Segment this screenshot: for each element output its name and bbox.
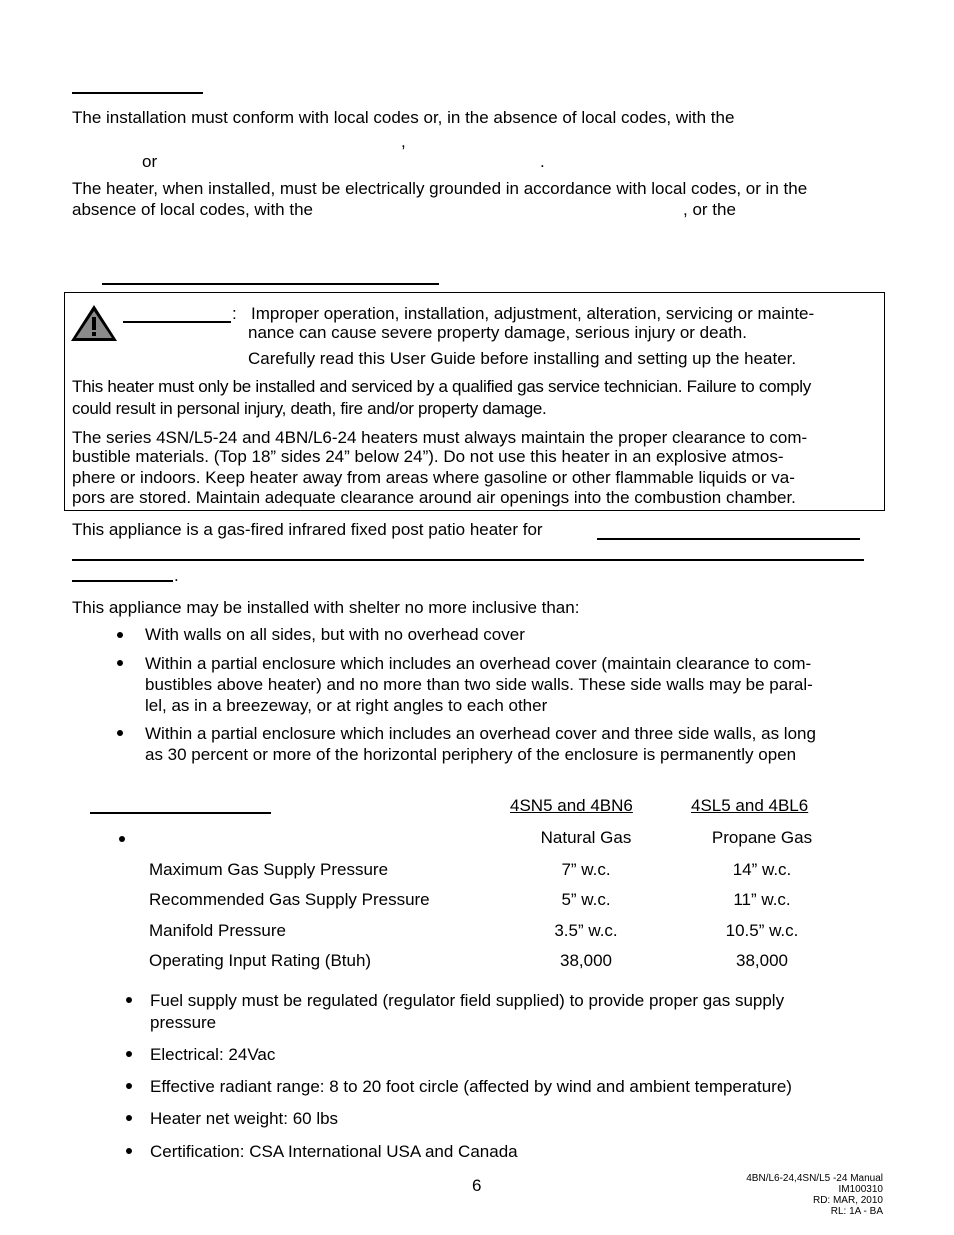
bullet-dot [126, 1051, 132, 1057]
warning-label-underline [123, 321, 231, 323]
specs-col2-gas: Propane Gas [711, 828, 813, 847]
appliance-blank-1 [597, 538, 860, 540]
bullet-dot [126, 1115, 132, 1121]
shelter-bullet-1: With walls on all sides, but with no overhead cover [145, 625, 525, 644]
warning-para-2c: phere or indoors. Keep heater away from areas where gasoline or other flammable liquids or va- [72, 468, 795, 487]
warning-line-3: Carefully read this User Guide before installing and setting up the heater. [248, 349, 797, 368]
specs-col1-head: 4SN5 and 4BN6 [510, 796, 633, 815]
spec-row-label: Maximum Gas Supply Pressure [149, 860, 389, 879]
page-number: 6 [472, 1176, 482, 1195]
spec-row-label: Recommended Gas Supply Pressure [149, 890, 430, 909]
spec-row-value: 38,000 [736, 951, 788, 970]
spec-bullet-5: Certification: CSA International USA and Canada [150, 1142, 518, 1161]
bullet-dot [126, 1083, 132, 1089]
ground-line-2b: , or the [683, 200, 736, 219]
codes-period: . [540, 152, 545, 171]
spec-bullet-1a: Fuel supply must be regulated (regulator field supplied) to provide proper gas supply [150, 991, 785, 1010]
warning-para-2d: pors are stored. Maintain adequate clearance around air openings into the combustion chamber. [72, 488, 796, 507]
shelter-bullet-2b: bustibles above heater) and no more than two side walls. These side walls may be paral- [145, 675, 813, 694]
spec-bullet-1b: pressure [150, 1013, 217, 1032]
warning-para-1a: This heater must only be installed and serviced by a qualified gas service technician. Failure to comply [72, 377, 811, 396]
ground-line-1: The heater, when installed, must be electrically grounded in accordance with local codes, or in the [72, 179, 808, 198]
doc-id-line-3: RD: MAR, 2010 [812, 1195, 883, 1206]
spec-bullet-3: Effective radiant range: 8 to 20 foot circle (affected by wind and ambient temperature) [150, 1077, 792, 1096]
shelter-bullet-3a: Within a partial enclosure which includes an overhead cover and three side walls, as long [145, 724, 816, 743]
specs-heading-underline [90, 812, 271, 814]
bullet-dot [126, 1148, 132, 1154]
appliance-blank-3 [72, 580, 173, 582]
spec-row-value: 5” w.c. [561, 890, 611, 909]
warning-para-1b: could result in personal injury, death, fire and/or property damage. [72, 399, 547, 418]
spec-bullet-2: Electrical: 24Vac [150, 1045, 276, 1064]
doc-id-line-2: IM100310 [838, 1184, 883, 1195]
spec-row-label: Operating Input Rating (Btuh) [149, 951, 372, 970]
codes-heading-underline [72, 92, 203, 94]
bullet-dot [117, 632, 123, 638]
spec-row-value: 10.5” w.c. [725, 921, 799, 940]
shelter-bullet-3b: as 30 percent or more of the horizontal periphery of the enclosure is permanently open [145, 745, 797, 764]
appliance-line-1: This appliance is a gas-fired infrared fixed post patio heater for [72, 520, 543, 539]
warning-line-2: nance can cause severe property damage, serious injury or death. [248, 323, 747, 342]
shelter-bullet-2c: lel, as in a breezeway, or at right angles to each other [145, 696, 548, 715]
codes-or: or [142, 152, 158, 171]
specs-col2-head: 4SL5 and 4BL6 [691, 796, 809, 815]
warning-line-1: Improper operation, installation, adjustment, alteration, servicing or mainte- [251, 304, 815, 323]
warning-triangle-icon [69, 303, 119, 343]
doc-id-line-1: 4BN/L6-24,4SN/L5 -24 Manual [746, 1173, 883, 1184]
warning-colon: : [232, 304, 237, 323]
ground-line-2a: absence of local codes, with the [72, 200, 313, 219]
bullet-dot [119, 836, 125, 842]
shelter-intro: This appliance may be installed with shelter no more inclusive than: [72, 598, 580, 617]
spec-row-value: 14” w.c. [732, 860, 792, 879]
spec-row-value: 3.5” w.c. [554, 921, 618, 940]
warning-para-2b: bustible materials. (Top 18” sides 24” below 24”). Do not use this heater in an explosive atmos- [72, 447, 784, 466]
spec-row-value: 11” w.c. [733, 890, 791, 909]
appliance-period: . [174, 566, 179, 585]
warning-para-2a: The series 4SN/L5-24 and 4BN/L6-24 heaters must always maintain the proper clearance to com- [72, 428, 808, 447]
safety-heading-underline [102, 283, 439, 285]
doc-id-line-4: RL: 1A - BA [830, 1206, 883, 1217]
appliance-blank-2 [72, 559, 864, 561]
codes-line-1: The installation must conform with local codes or, in the absence of local codes, with the [72, 108, 735, 127]
spec-row-value: 38,000 [560, 951, 612, 970]
bullet-dot [117, 730, 123, 736]
shelter-bullet-2a: Within a partial enclosure which includes an overhead cover (maintain clearance to com- [145, 654, 812, 673]
bullet-dot [117, 660, 123, 666]
spec-bullet-4: Heater net weight: 60 lbs [150, 1109, 339, 1128]
specs-col1-gas: Natural Gas [540, 828, 632, 847]
spec-row-value: 7” w.c. [561, 860, 611, 879]
bullet-dot [126, 997, 132, 1003]
spec-row-label: Manifold Pressure [149, 921, 287, 940]
codes-comma: , [401, 132, 406, 151]
